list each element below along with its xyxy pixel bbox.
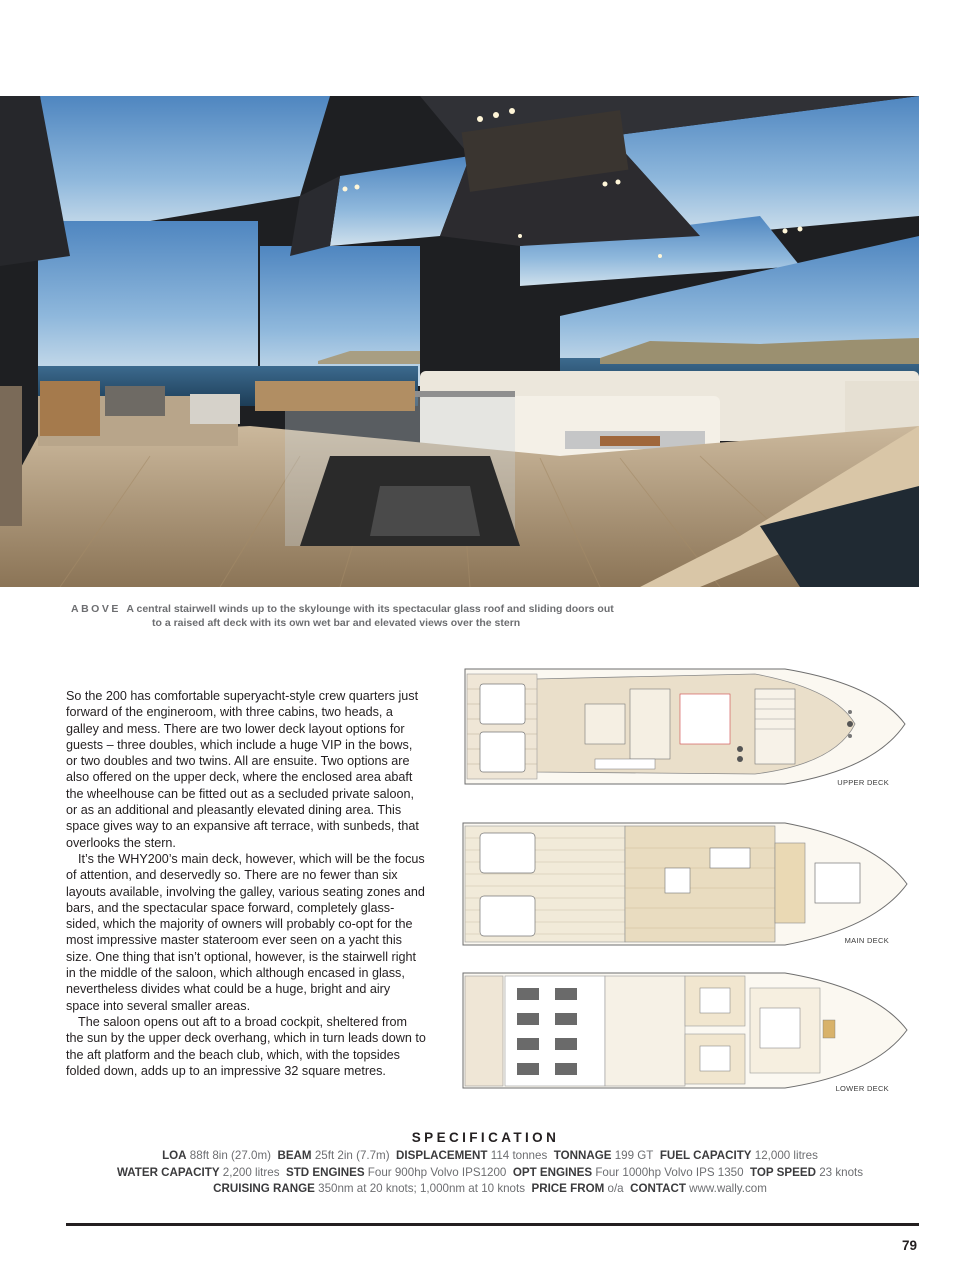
spec-displacement-label: DISPLACEMENT [396,1149,488,1162]
spec-std-engines-label: STD ENGINES [285,1165,365,1179]
lower-deck-drawing [455,968,917,1098]
body-paragraph-2: It’s the WHY200’s main deck, however, which will be the focus of attention, and deservedly so. There are no fewer than six layouts available, involving the galley, various seating zones and bars, and the spectacular space forward, completely glass-sided, which the majority of owners will probably co-opt for the most impressive master stateroom ever seen on a yacht this size. One thing that isn’t optional, however, is the stairwell right in the middle of the saloon, which although encased in glass, nevertheless divides what could be a huge, bright and airy space into several smaller areas. [66,851,425,1013]
spec-beam-label: BEAM [277,1149,312,1162]
spec-opt-engines-value: Four 1000hp Volvo IPS 1350 [595,1165,744,1179]
spec-std-engines-value: Four 900hp Volvo IPS1200 [367,1165,507,1179]
spec-fuel-label: FUEL CAPACITY [659,1149,752,1162]
page-number: 79 [901,1238,917,1253]
spec-loa-label: LOA [162,1149,187,1162]
spec-range-label: CRUISING RANGE [213,1182,315,1195]
spec-tonnage-value: 199 GT [614,1149,654,1162]
spec-beam-value: 25ft 2in (7.7m) [314,1149,390,1162]
spec-displacement-value: 114 tonnes [490,1149,548,1162]
spec-top-speed-value: 23 knots [819,1165,864,1179]
spec-price-value: o/a [607,1182,624,1195]
spec-contact-label: CONTACT [630,1182,686,1195]
spec-line-2 [0,1165,971,1182]
spec-range-value: 350nm at 20 knots; 1,000nm at 10 knots [318,1182,526,1195]
caption-line-1: A central stairwell winds up to the skylounge with its spectacular glass roof and sliding doors out [126,603,614,615]
caption-lead: ABOVE [71,603,121,615]
article-body [66,688,426,1079]
spec-price-label: PRICE FROM [531,1182,605,1195]
upper-deck-plan [455,664,917,794]
body-paragraph-3: The saloon opens out aft to a broad cockpit, sheltered from the sun by the upper deck overhang, which in turn leads down to the aft platform and the beach club, which, with the topsides folded down, adds up to an impressive 32 square metres. [66,1014,426,1078]
yacht-skylounge-photo [0,96,919,587]
spec-opt-engines-label: OPT ENGINES [512,1165,593,1179]
main-deck-label: MAIN DECK [844,936,889,945]
body-paragraph-1: So the 200 has comfortable superyacht-style crew quarters just forward of the engineroom, with three cabins, two heads, a galley and mess. There are two lower deck layout options for guests – three doubles, which include a huge VIP in the bows, or two doubles and two twins. All are ensuite. Two options are also offered on the upper deck, where the enclosed area abaft the wheelhouse can be fitted out as a secluded private saloon, or as an additional and pleasantly elevated dining area. This space gives way to an expansive aft terrace, with sunbeds, that overlooks the stern. [66,689,419,850]
main-deck-plan [455,818,917,950]
upper-deck-label: UPPER DECK [837,778,889,787]
spec-title: SPECIFICATION [411,1130,560,1145]
upper-deck-drawing [455,664,917,794]
spec-top-speed-label: TOP SPEED [750,1165,816,1179]
spec-block [0,1148,971,1198]
lower-deck-label: LOWER DECK [835,1084,889,1093]
spec-line-1 [0,1148,971,1165]
caption-line-2: to a raised aft deck with its own wet bar and elevated views over the stern [152,617,521,629]
lower-deck-plan [455,968,917,1098]
hero-photo [0,96,919,587]
spec-loa-value: 88ft 8in (27.0m) [189,1149,271,1162]
spec-tonnage-label: TONNAGE [553,1149,612,1162]
spec-water-value: 2,200 litres [222,1165,280,1179]
spec-contact-value: www.wally.com [689,1182,767,1195]
spec-line-3 [0,1181,971,1198]
spec-water-label: WATER CAPACITY [116,1165,220,1179]
main-deck-drawing [455,818,917,950]
photo-caption [71,602,631,630]
footer-rule [66,1223,919,1226]
spec-fuel-value: 12,000 litres [754,1149,818,1162]
